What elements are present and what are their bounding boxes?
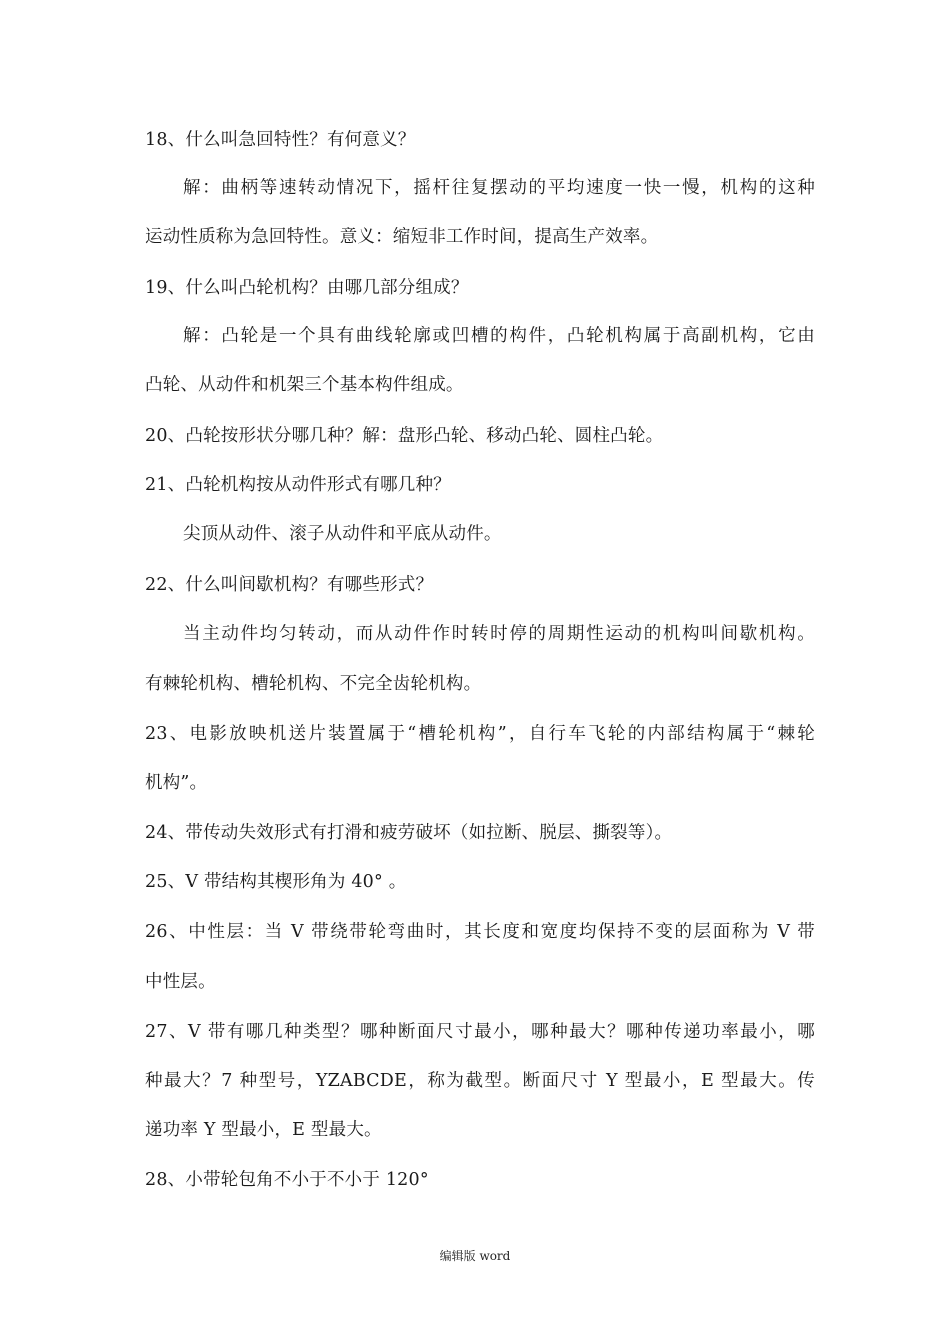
item-24: 24、带传动失效形式有打滑和疲劳破坏（如拉断、脱层、撕裂等）。 xyxy=(145,823,673,843)
item-28: 28、小带轮包角不小于不小于 120° xyxy=(145,1170,429,1190)
item-25: 25、V 带结构其楔形角为 40° 。 xyxy=(145,872,407,892)
item-23-line-1: 23、电影放映机送片装置属于“槽轮机构”，自行车飞轮的内部结构属于“棘轮 xyxy=(145,724,815,744)
item-27-line-1: 27、V 带有哪几种类型？哪种断面尺寸最小，哪种最大？哪种传递功率最小，哪 xyxy=(145,1022,815,1042)
item-23-line-2: 机构”。 xyxy=(145,773,208,793)
question-19: 19、什么叫凸轮机构？由哪几部分组成？ xyxy=(145,278,469,298)
question-22: 22、什么叫间歇机构？有哪些形式？ xyxy=(145,575,434,595)
answer-19-line-1: 解：凸轮是一个具有曲线轮廓或凹槽的构件，凸轮机构属于高副机构，它由 xyxy=(183,326,815,346)
question-20: 20、凸轮按形状分哪几种？解：盘形凸轮、移动凸轮、圆柱凸轮。 xyxy=(145,426,664,446)
item-27-line-2: 种最大？7 种型号，YZABCDE，称为截型。断面尺寸 Y 型最小，E 型最大。传 xyxy=(145,1071,815,1091)
answer-18-line-2: 运动性质称为急回特性。意义：缩短非工作时间，提高生产效率。 xyxy=(145,227,659,247)
item-26-line-2: 中性层。 xyxy=(145,972,216,992)
item-27-line-3: 递功率 Y 型最小，E 型最大。 xyxy=(145,1120,382,1140)
answer-22-line-2: 有棘轮机构、槽轮机构、不完全齿轮机构。 xyxy=(145,674,482,694)
answer-22-line-1: 当主动件均匀转动，而从动件作时转时停的周期性运动的机构叫间歇机构。 xyxy=(183,624,815,644)
question-21: 21、凸轮机构按从动件形式有哪几种？ xyxy=(145,475,451,495)
answer-21: 尖顶从动件、滚子从动件和平底从动件。 xyxy=(183,524,502,544)
page-footer: 编辑版 word xyxy=(439,1249,511,1263)
question-18: 18、什么叫急回特性？有何意义？ xyxy=(145,130,416,150)
answer-19-line-2: 凸轮、从动件和机架三个基本构件组成。 xyxy=(145,375,464,395)
answer-18-line-1: 解：曲柄等速转动情况下，摇杆往复摆动的平均速度一快一慢，机构的这种 xyxy=(183,178,815,198)
item-26-line-1: 26、中性层：当 V 带绕带轮弯曲时，其长度和宽度均保持不变的层面称为 V 带 xyxy=(145,922,815,942)
